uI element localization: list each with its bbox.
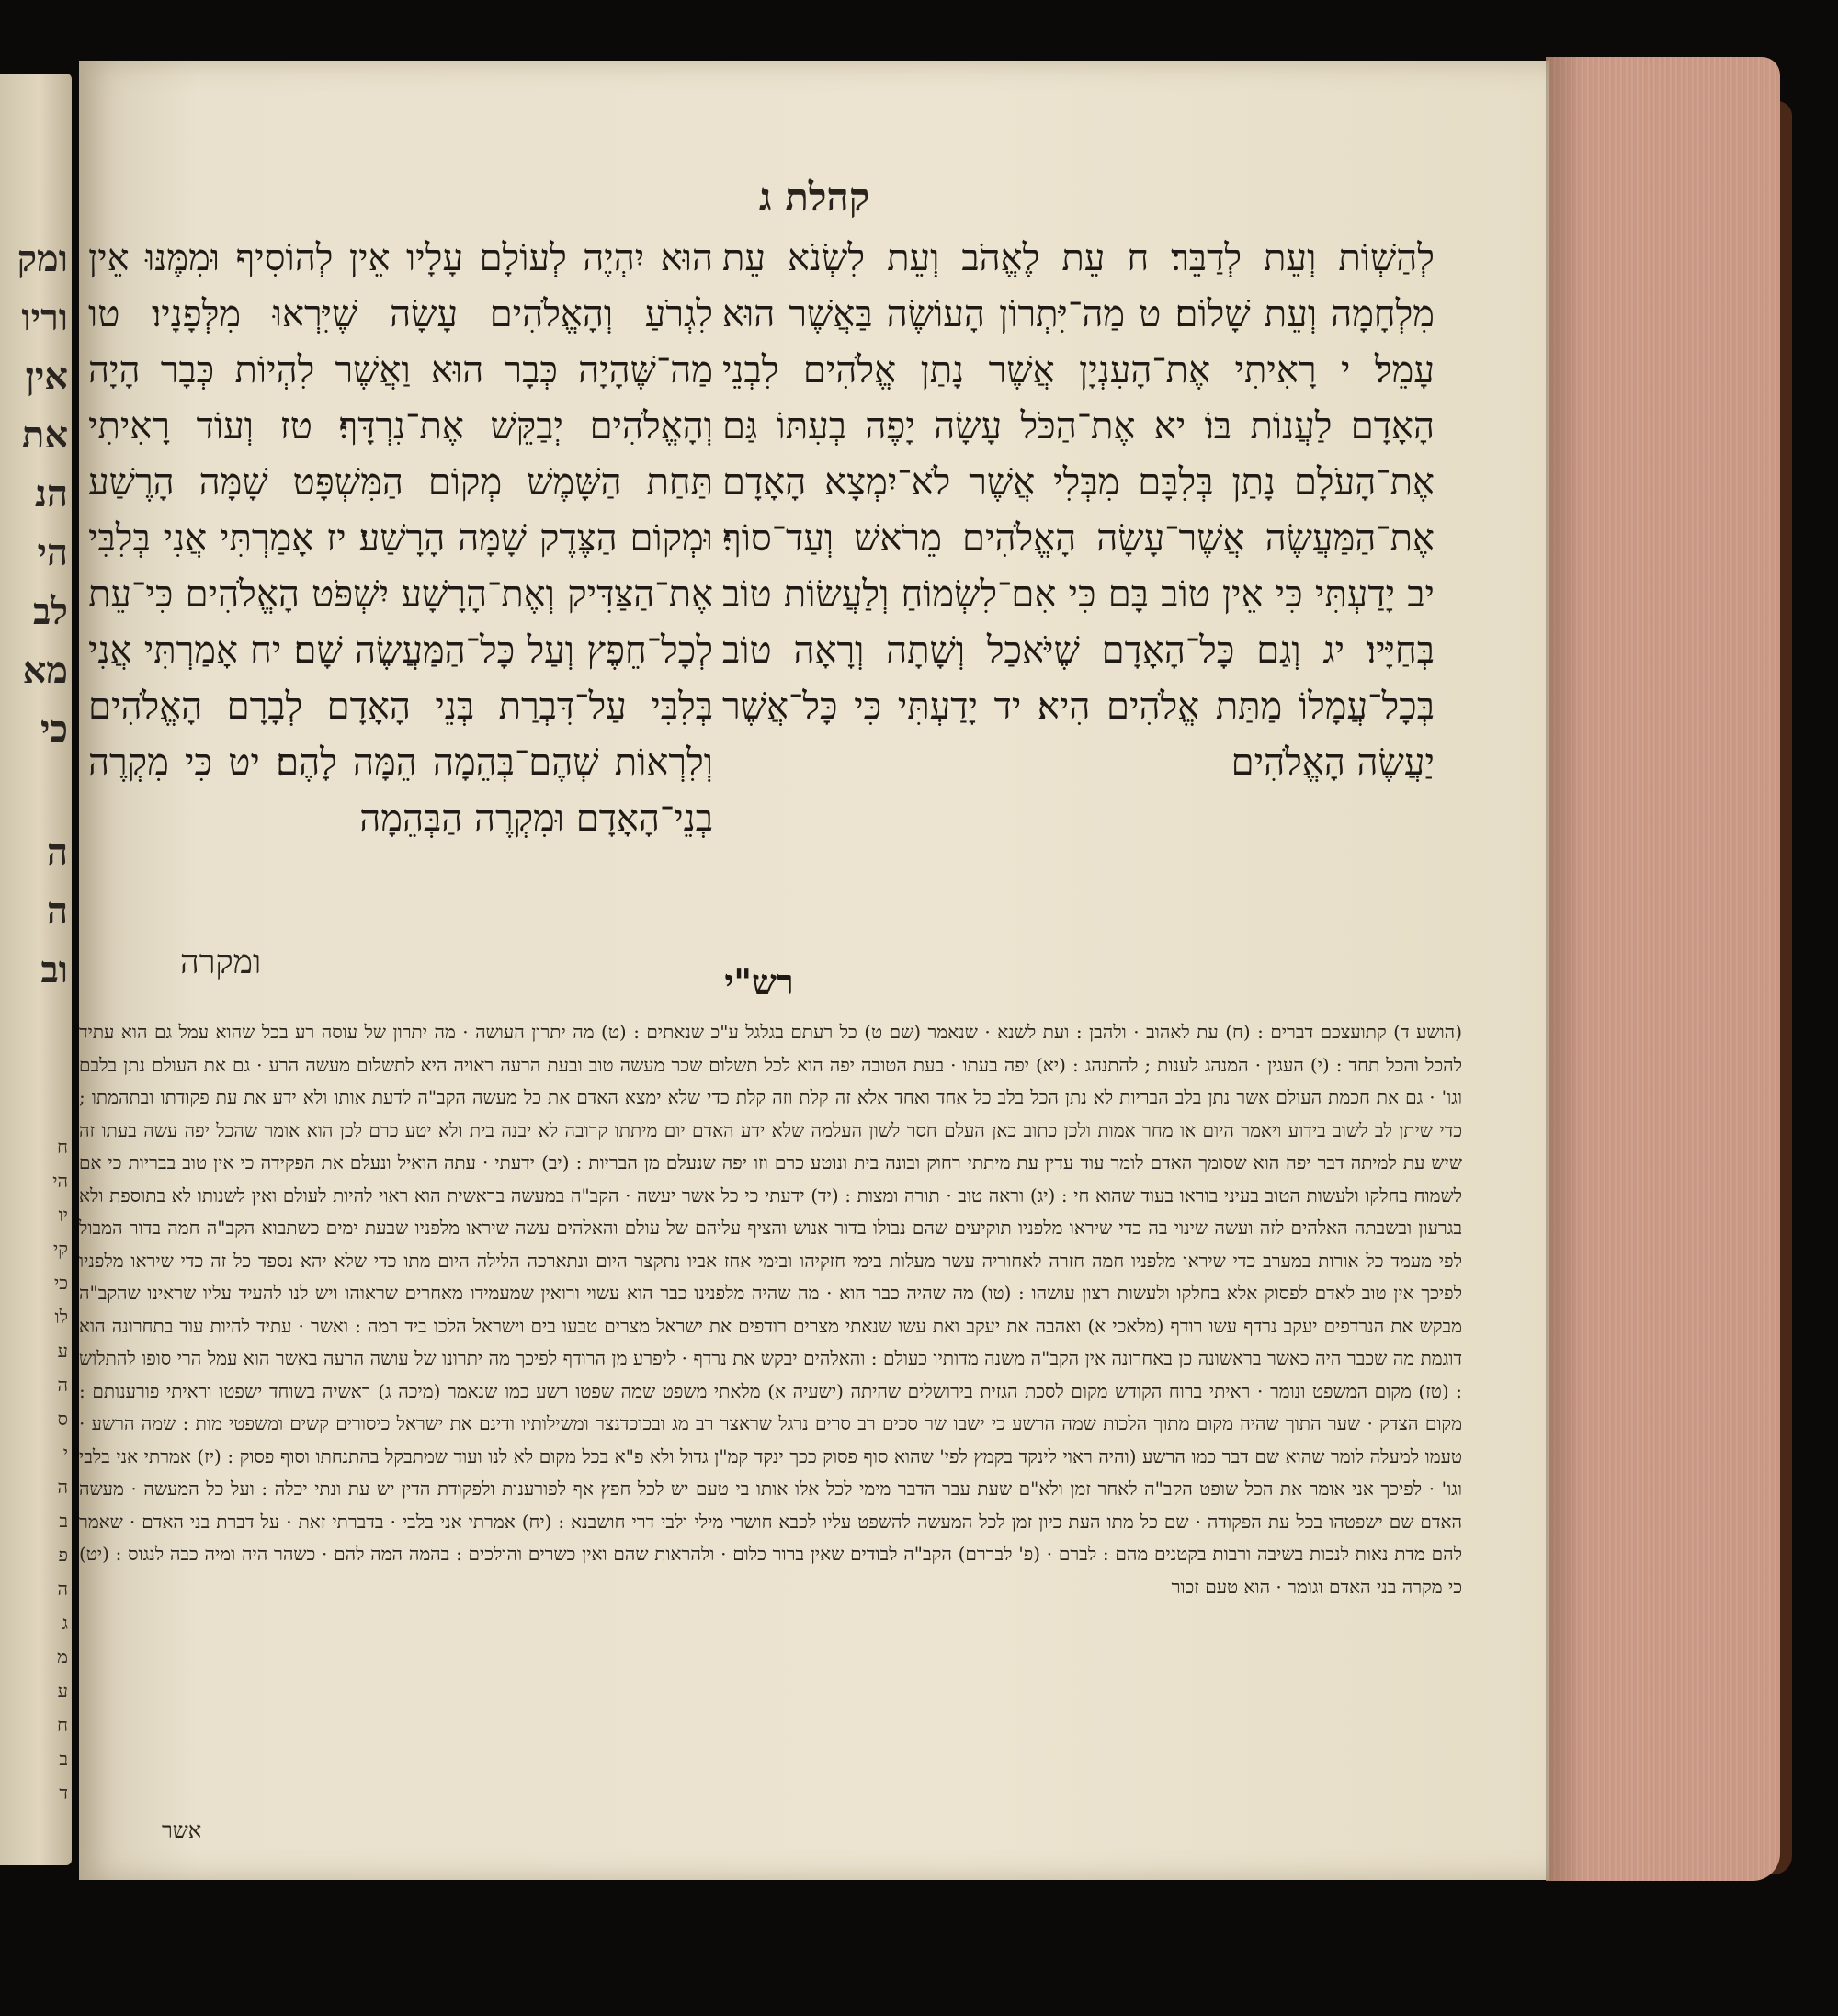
running-head: קהלת ג	[758, 175, 870, 220]
fragment-line: ה	[57, 1374, 68, 1396]
facing-page-commentary	[13, 1130, 68, 1810]
fragment-line: כי	[40, 708, 68, 751]
fragment-line: את	[21, 413, 68, 457]
fragment-line: לב	[33, 590, 68, 633]
fragment-line: כי	[53, 1272, 68, 1294]
main-text-catchword: ומקרה	[180, 944, 262, 981]
commentary-block	[79, 1016, 1462, 1603]
main-text-body: הוּא יִהְיֶה לְעוֹלָם עָלָיו אֵין לְהוֹסִיף וּמִמֶּנּוּ אֵין לִגְרֹעַ וְהָאֱלֹהִים עָשָׂה שֶׁיִּרְאוּ מִלְּפָנָיו׃ טו מַה־שֶּׁהָיָה כְּבָר הוּא וַאֲשֶׁר לִהְיוֹת כְּבָר הָיָה וְהָאֱלֹהִים יְבַקֵּשׁ אֶת־נִרְדָּף׃ טז וְעוֹד רָאִיתִי תַּחַת הַשָּׁמֶשׁ מְקוֹם הַמִּשְׁפָּט שָׁמָּה הָרֶשַׁע וּמְקוֹם הַצֶּדֶק שָׁמָּה הָרָשַׁע׃ יז אָמַרְתִּי אֲנִי בְּלִבִּי אֶת־הַצַּדִּיק וְאֶת־הָרָשָׁע יִשְׁפֹּט הָאֱלֹהִים כִּי־עֵת לְכָל־חֵפֶץ וְעַל כָּל־הַמַּעֲשֶׂה שָׁם׃ יח אָמַרְתִּי אֲנִי בְּלִבִּי עַל־דִּבְרַת בְּנֵי הָאָדָם לְבָרָם הָאֱלֹהִים וְלִרְאוֹת שְׁהֶם־בְּהֵמָה הֵמָּה לָהֶם׃ יט כִּי מִקְרֶה בְנֵי־הָאָדָם וּמִקְרֶה הַבְּהֵמָה	[88, 237, 713, 840]
fragment-line: מא	[22, 649, 68, 692]
fragment-line: מ	[57, 1646, 68, 1668]
fragment-line: פ	[58, 1544, 68, 1566]
fragment-line: ה	[46, 831, 68, 874]
fragment-line: יו	[58, 1204, 68, 1226]
fragment-line: ד	[59, 1782, 68, 1804]
fragment-line: ע	[57, 1680, 68, 1702]
fragment-line: ב	[59, 1748, 68, 1770]
fragment-line: וריו	[21, 296, 68, 339]
fragment-line: וב	[40, 948, 68, 991]
fragment-line: הנ	[34, 472, 68, 515]
commentary-text: (הושע ד) קתועצכם דברים : (ח) עת לאהוב · ולהבן : ועת לשנא · שנאמר (שם ט) כל רעתם בגלגל ע"כ שנאתים : (ט) מה יתרון העושה · מה יתרון של עוסה רע בכל שהוא עמל גם הוא עתיד להכל והכל תחד : (י) העגין · המנהג לענות ; להתנהג : (יא) יפה בעתו · בעת הטובה יפה הוא לכל תשלום שכר מעשה טוב ובעת הרעה ראויה היא לתשלום מעשה הרע · גם את העולם נתן בלבם וגו' · גם את חכמת העולם אשר נתן בלב הבריות לא נתן הכל בלב כל אחד ואחד אלא זה קלת וזה קלת כדי שלא ימצא האדם את כל מעשה הקב"ה לדעת אותו ולא ידע את עת פקודתו ובתהמתו ; כדי שיתן לב לשוב בידוע ויאמר היום או מחר אמות ולכן כתוב כאן העלם חסר לשון העלמה שלא ידע האדם יום מיתתו קרובה לא יבנה בית ולא יטע כרם לכן הוא אומר שהכל יפה עשה בעתו זה שיש עת למיתה דבר יפה הוא שסומך האדם לומר עוד עדין עת מיתתי רחוק ובונה בית ונוטע כרם וזו יפה שנעלם מן הבריות : (יב) ידעתי · עתה הואיל ונעלם את הפקידה כי אין טוב בבריות כי אם לשמוח בחלקו ולעשות הטוב בעיני בוראו בעוד שהוא חי : (יג) וראה טוב · תורה ומצות : (יד) ידעתי כי כל אשר יעשה · הקב"ה במעשה בראשית הוא ראוי להיות לעולם ואין לשנותו לא בתוספת ולא בגרעון ובשבתה האלהים לזה ועשה שינוי בה כדי שיראו מלפניו תוקיעים שהם נבולו בדור אנוש והציף עליהם של עולם והאלהים עשה שיראו מלפניו שבעת ימים כשתבוא הקב"ה חמה בדור המבול לפי מעמד כל אורות במערב כדי שיראו מלפניו חמה חזרה לאחוריה עשר מעלות בימי חזקיהו ובימי אחז אביו נתקצר היום ונתארכה הלילה היום מתו כדי שלא יהא נספד כל זה כדי שיראו מלפניו לפיכך אין טוב לאדם לפסוק אלא בחלקו ולעשות רצון עושהו : (טו) מה שהיה כבר הוא · מה שהיה מלפנינו כבר הוא עשוי ורואין שמעמידו מאחרים שראוהו ויש לנו להעיד עליו שראינו שהקב"ה מבקש את הנרדפים יעקב נרדף עשו רודף (מלאכי א) ואהבה את יעקב ואת עשו שנאתי מצרים רודפים את ישראל מצרים טבעו בים וישראל הלכו ביד רמה : ואשר · עתיד להיות עוד בתחרונה הוא דוגמת מה שכבר היה כאשר בראשונה כן באחרונה אין הקב"ה משנה מדותיו כעולם : והאלהים יבקש את נרדף · ליפרע מן הרודף לפיכך מה יתרונו של עושה הרעה באשר הוא עמל הרי סופו להתלוש : (טז) מקום המשפט ונומר · ראיתי ברוח הקודש מקום לסכת הגזית בירושלים שהיתה (ישעיה א) מלאתי משפט שמה שפטו רשע כמו שנאמר (מיכה ג) ראשיה בשוחד ישפטו וראיתי פורענותם : מקום הצדק · שער התוך שהיה מקום מתוך הלכות שמה הרשע כי ישבו שר סכים רב סרים נרגל שראצר רב מג ובכוכדנצר ומשילותיו ודינם את ישראל כיסורים קשים ומשפטי מות : שמה הרשע · טעמו למעלה לומר שהוא שם דבר כמו הרשע (והיה ראוי לינקד בקמץ לפי' שהוא סוף פסוק ככך ינקד קמ"ן גדול ולא פ"א בכל מקום לא לנו ועוד שמתבקל בהתנחתו וסוף פסוק : (יז) אמרתי אני בלבי וגו' · לפיכך אני אומר את הכל שופט הקב"ה לאחר זמן ולא"ם שעת עבר הדבר מימי לכל אלו אותו בי טעם יש לכל חפץ אף לפורענות ולפקודת הדין יש עת ונתי יכלה : ועל כל המעשה · מעשה האדם שם ישפטהו בכל עת הפקודה · שם כל מתו העת כיון זמן לכל המעשה להשפט עליו לכבא חושרי מילי ולבי דרי חושבנא : (יח) אמרתי אני בלבי · בדברתי זאת · על דברת בני האדם · שאמר להם מדת נאות לנכות בשיבה ורבות בקטנים מהם : לברם · (פ' לבררם) הקב"ה לבודים שאין ברור כלום · ולהראות שהם ואין כשרים והולכים : בהמה המה להם · כשהר היה ומיה כבה לנגוס : (יט) כי מקרה בני האדם וגומר · הוא טעם זכור	[79, 1021, 1463, 1598]
commentary-catchword: אשר	[162, 1818, 202, 1843]
facing-page-edge	[0, 74, 72, 1865]
book-page	[79, 61, 1549, 1880]
page-gutter-shadow	[1546, 57, 1583, 1881]
fragment-line: ח	[57, 1136, 68, 1158]
fragment-line: הי	[37, 531, 68, 574]
fragment-line: ה	[57, 1578, 68, 1600]
fragment-line: קי	[53, 1238, 68, 1260]
fragment-line: ה	[46, 889, 68, 933]
fragment-line: אין	[25, 355, 68, 398]
fragment-line: ח	[57, 1714, 68, 1736]
fragment-line: ה	[57, 1476, 68, 1498]
fragment-line: ג	[62, 1612, 68, 1634]
fragment-line: לו	[54, 1306, 68, 1328]
main-text-body: לְהַשְׁוֹת וְעֵת לְדַבֵּר׃ ח עֵת לֶאֱהֹב וְעֵת לִשְׂנֹא עֵת מִלְחָמָה וְעֵת שָׁלוֹם׃ ט מַה־יִּתְרוֹן הָעוֹשֶׂה בַּאֲשֶׁר הוּא עָמֵל׃ י רָאִיתִי אֶת־הָעִנְיָן אֲשֶׁר נָתַן אֱלֹהִים לִבְנֵי הָאָדָם לַעֲנוֹת בּוֹ׃ יא אֶת־הַכֹּל עָשָׂה יָפֶה בְעִתּוֹ גַּם אֶת־הָעֹלָם נָתַן בְּלִבָּם מִבְּלִי אֲשֶׁר לֹא־יִמְצָא הָאָדָם אֶת־הַמַּעֲשֶׂה אֲשֶׁר־עָשָׂה הָאֱלֹהִים מֵרֹאשׁ וְעַד־סוֹף׃ יב יָדַעְתִּי כִּי אֵין טוֹב בָּם כִּי אִם־לִשְׂמוֹחַ וְלַעֲשׂוֹת טוֹב בְּחַיָּיו׃ יג וְגַם כָּל־הָאָדָם שֶׁיֹּאכַל וְשָׁתָה וְרָאָה טוֹב בְּכָל־עֲמָלוֹ מַתַּת אֱלֹהִים הִיא׃ יד יָדַעְתִּי כִּי כָּל־אֲשֶׁר יַעֲשֶׂה הָאֱלֹהִים	[722, 237, 1435, 784]
facing-page-text	[4, 230, 68, 1000]
fragment-line: ע	[57, 1340, 68, 1362]
fragment-line: ס	[57, 1408, 68, 1430]
main-text-left-column	[79, 231, 713, 847]
commentary-title: רש"י	[724, 961, 794, 1002]
fragment-line: ומק	[17, 237, 68, 280]
fragment-line: הי	[52, 1170, 68, 1192]
fragment-line: ב	[59, 1510, 68, 1532]
fragment-line: י	[62, 1442, 68, 1464]
main-text-right-column	[722, 231, 1435, 791]
